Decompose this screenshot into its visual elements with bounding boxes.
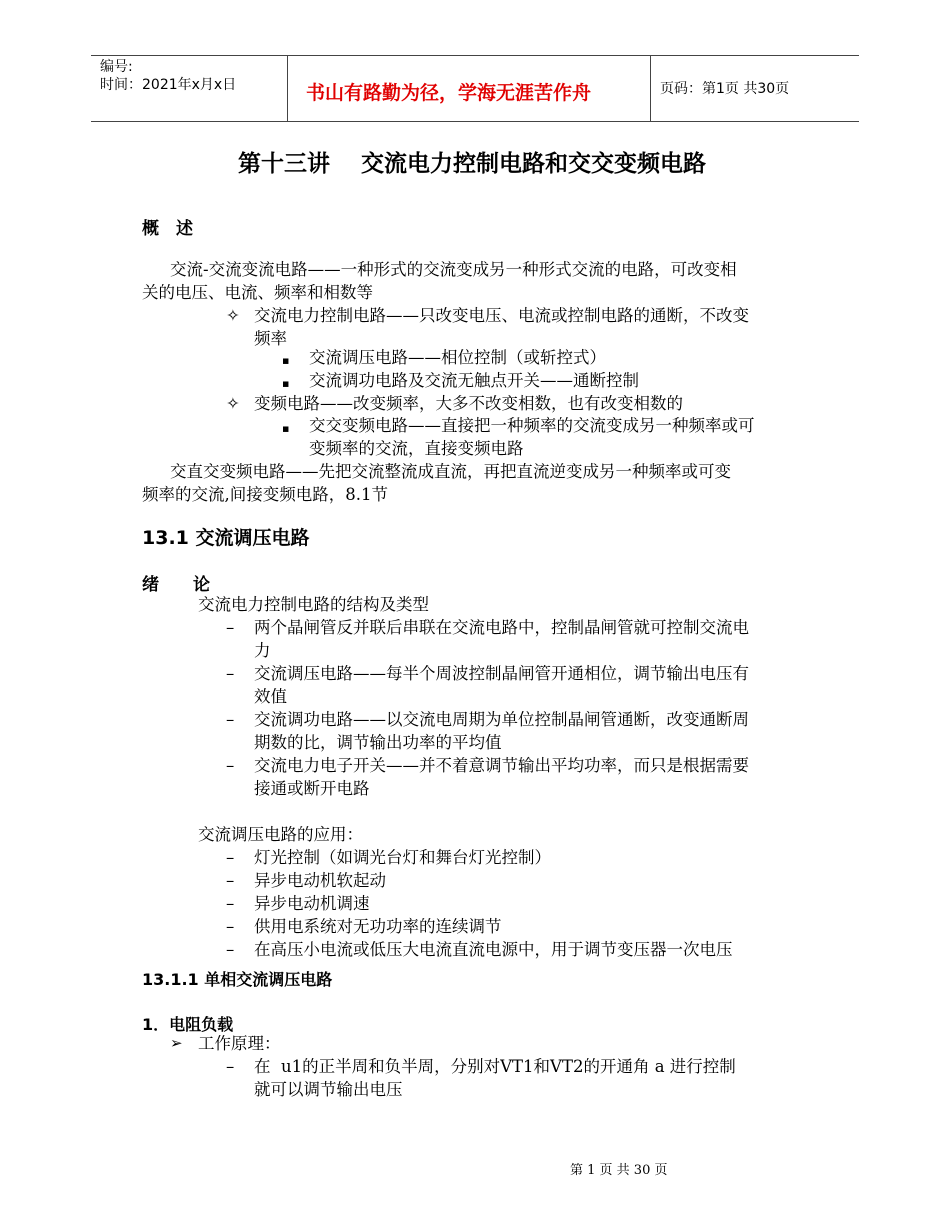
header-divider-right (650, 56, 651, 121)
dash-bullet-icon: – (226, 710, 235, 729)
intro-heading: 绪 论 (142, 575, 210, 595)
overview-item1-sub2: 交流调功电路及交流无触点开关——通断控制 (309, 371, 639, 390)
struct-item-3-line1: 交流调功电路——以交流电周期为单位控制晶闸管通断，改变通断周 (254, 710, 749, 729)
section-heading: 13.1 交流调压电路 (142, 527, 310, 549)
header-page-label: 页码：第1页 共30页 (660, 81, 790, 97)
dash-bullet-icon: – (226, 756, 235, 775)
overview-item1-line2: 频率 (254, 329, 287, 348)
struct-item-3-line2: 期数的比，调节输出功率的平均值 (254, 733, 502, 752)
struct-item-2-line2: 效值 (254, 687, 287, 706)
app-item-2: 异步电动机软起动 (254, 871, 386, 890)
square-bullet-icon: ▪ (282, 377, 290, 390)
square-bullet-icon: ▪ (282, 354, 290, 367)
overview-heading: 概 述 (142, 219, 193, 239)
overview-acdc-line1: 交直交变频电路——先把交流整流成直流，再把直流逆变成另一种频率或可变 (170, 462, 731, 481)
page-footer: 第 1 页 共 30 页 (570, 1163, 668, 1178)
dash-bullet-icon: – (226, 940, 235, 959)
resistive-load-heading: 1．电阻负载 (142, 1015, 234, 1034)
struct-item-1-line1: 两个晶闸管反并联后串联在交流电路中，控制晶闸管就可控制交流电 (254, 618, 749, 637)
header-top-rule (91, 55, 859, 56)
header-number-label: 编号: (100, 59, 133, 75)
dash-bullet-icon: – (226, 664, 235, 683)
diamond-bullet-icon: ✧ (226, 306, 240, 325)
dash-bullet-icon: – (226, 917, 235, 936)
principle-label: 工作原理： (198, 1034, 281, 1053)
app-item-3: 异步电动机调速 (254, 894, 370, 913)
header-time-label: 时间：2021年x月x日 (100, 77, 237, 93)
page-title: 第十三讲 交流电力控制电路和交交变频电路 (238, 151, 707, 177)
dash-bullet-icon: – (226, 894, 235, 913)
subsection-heading: 13.1.1 单相交流调压电路 (142, 970, 333, 989)
principle-line2: 就可以调节输出电压 (254, 1080, 403, 1099)
header-bottom-rule (91, 121, 859, 122)
overview-item2-sub1-line1: 交交变频电路——直接把一种频率的交流变成另一种频率或可 (309, 416, 755, 435)
structure-title: 交流电力控制电路的结构及类型 (198, 595, 429, 614)
dash-bullet-icon: – (226, 618, 235, 637)
header-motto: 书山有路勤为径，学海无涯苦作舟 (306, 82, 592, 104)
header-divider-left (287, 56, 288, 121)
app-item-4: 供用电系统对无功功率的连续调节 (254, 917, 502, 936)
app-item-5: 在高压小电流或低压大电流直流电源中，用于调节变压器一次电压 (254, 940, 733, 959)
dash-bullet-icon: – (226, 1057, 235, 1076)
overview-item2: 变频电路——改变频率，大多不改变相数，也有改变相数的 (254, 394, 683, 413)
overview-item2-sub1-line2: 变频率的交流，直接变频电路 (309, 439, 524, 458)
struct-item-4-line2: 接通或断开电路 (254, 779, 370, 798)
dash-bullet-icon: – (226, 871, 235, 890)
dash-bullet-icon: – (226, 848, 235, 867)
principle-line1: 在 u1的正半周和负半周，分别对VT1和VT2的开通角 a 进行控制 (254, 1057, 736, 1076)
overview-intro-line2: 关的电压、电流、频率和相数等 (142, 283, 373, 302)
overview-intro-line1: 交流-交流变流电路——一种形式的交流变成另一种形式交流的电路，可改变相 (170, 260, 737, 279)
app-item-1: 灯光控制（如调光台灯和舞台灯光控制） (254, 848, 551, 867)
overview-item1-line1: 交流电力控制电路——只改变电压、电流或控制电路的通断，不改变 (254, 306, 749, 325)
struct-item-1-line2: 力 (254, 641, 271, 660)
struct-item-2-line1: 交流调压电路——每半个周波控制晶闸管开通相位，调节输出电压有 (254, 664, 749, 683)
diamond-bullet-icon: ✧ (226, 394, 240, 413)
overview-item1-sub1: 交流调压电路——相位控制（或斩控式） (309, 348, 606, 367)
arrow-bullet-icon: ➢ (170, 1034, 183, 1052)
square-bullet-icon: ▪ (282, 422, 290, 435)
overview-acdc-line2: 频率的交流,间接变频电路，8.1节 (142, 485, 388, 504)
app-title: 交流调压电路的应用： (198, 825, 363, 844)
struct-item-4-line1: 交流电力电子开关——并不着意调节输出平均功率，而只是根据需要 (254, 756, 749, 775)
